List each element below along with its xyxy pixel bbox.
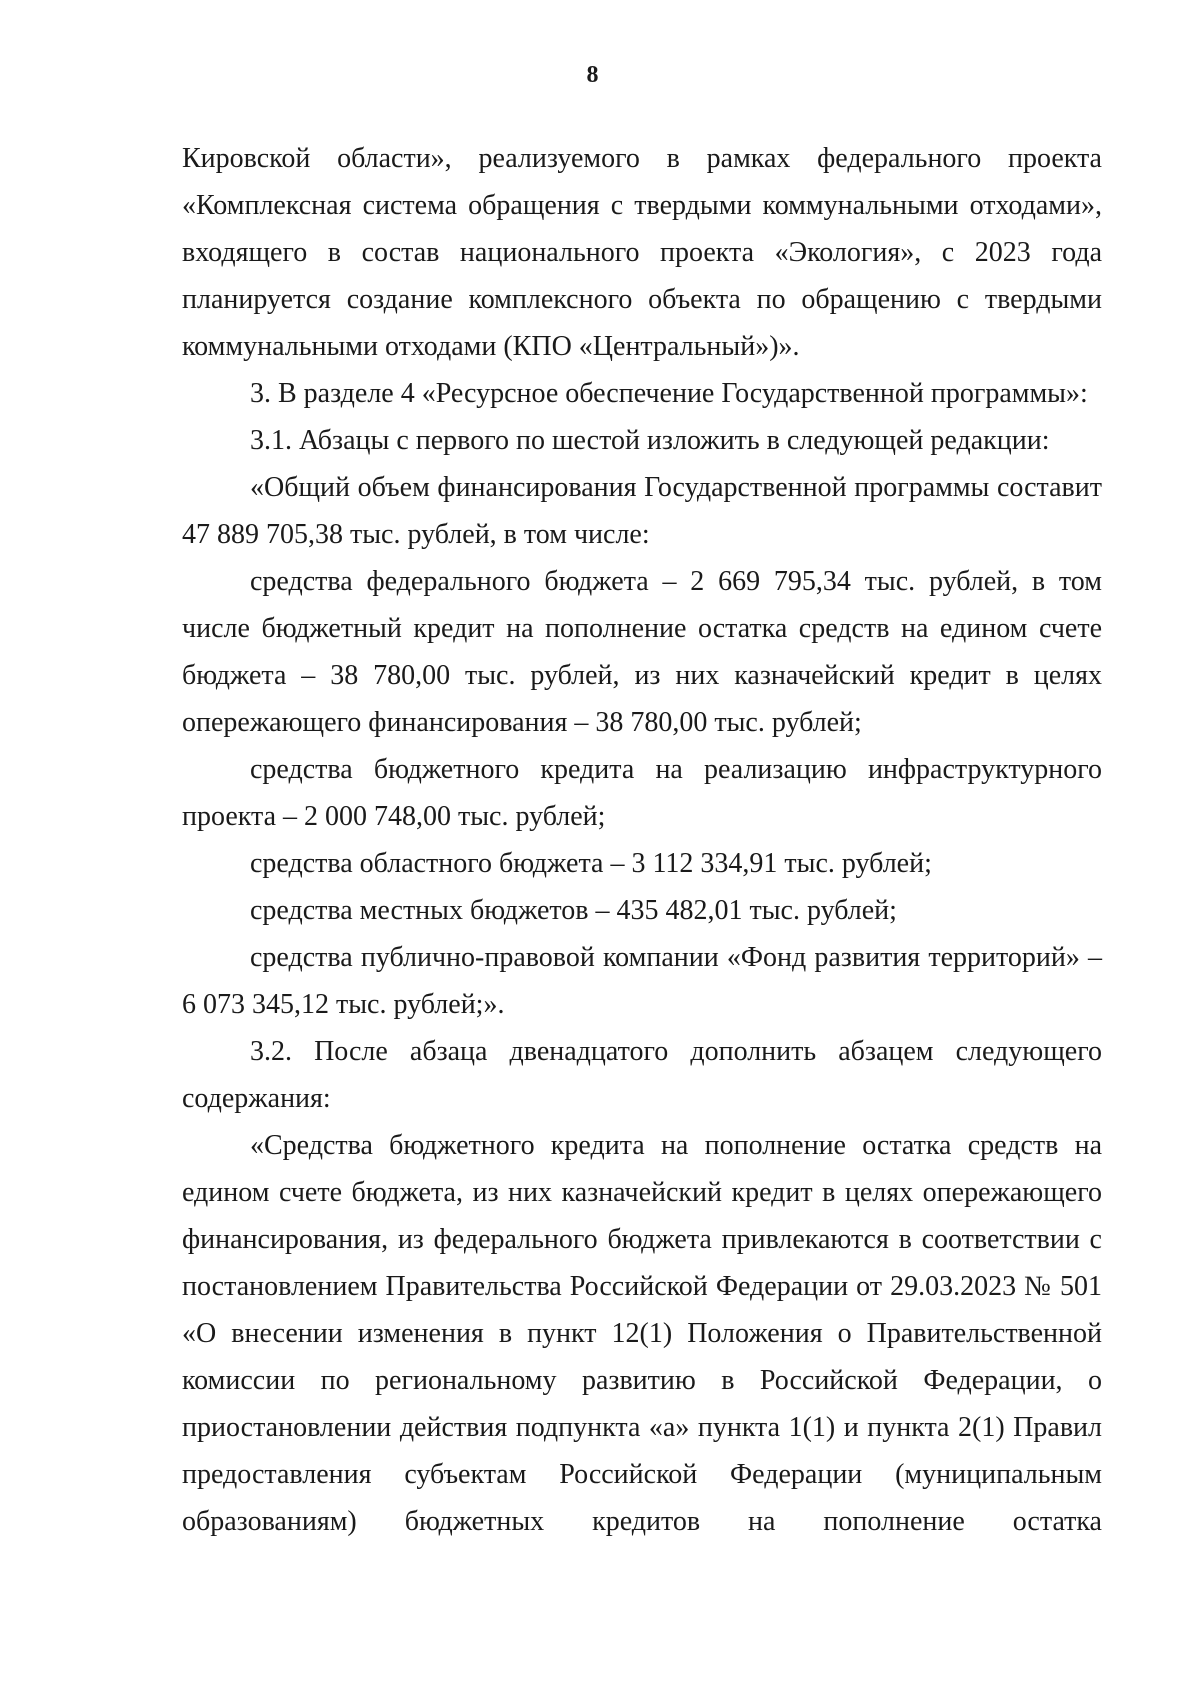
paragraph-section-3: 3. В разделе 4 «Ресурсное обеспечение Государственной программы»:	[250, 378, 1088, 409]
paragraph-total-funding: «Общий объем финансирования Государственной программы составит 47 889 705,38 тыс. рублей, в том числе:	[182, 472, 1102, 550]
document-body	[182, 135, 1102, 1545]
paragraph-section-3-1: 3.1. Абзацы с первого по шестой изложить в следующей редакции:	[250, 425, 1050, 456]
paragraph-federal-budget: средства федерального бюджета – 2 669 795,34 тыс. рублей, в том числе бюджетный кредит на пополнение остатка средств на едином счете бюджета – 38 780,00 тыс. рублей, из них казначейский кредит в целях опережающего финансирования – 38 780,00 тыс. рублей;	[182, 566, 1102, 738]
page-number: 8	[586, 62, 599, 88]
paragraph-continuation-kirov: Кировской области», реализуемого в рамках федерального проекта «Комплексная система обращения с твердыми коммунальными отходами», входящего в состав национального проекта «Экология», с 2023 года планируется создание комплексного объекта по обращению с твердыми коммунальными отходами (КПО «Центральный»)».	[182, 143, 1102, 362]
paragraph-infrastructure-credit: средства бюджетного кредита на реализацию инфраструктурного проекта – 2 000 748,00 тыс. рублей;	[182, 754, 1102, 832]
paragraph-territory-fund: средства публично-правовой компании «Фонд развития территорий» – 6 073 345,12 тыс. рублей;».	[182, 942, 1102, 1020]
paragraph-local-budgets: средства местных бюджетов – 435 482,01 тыс. рублей;	[250, 895, 897, 926]
paragraph-regional-budget: средства областного бюджета – 3 112 334,91 тыс. рублей;	[250, 848, 932, 879]
paragraph-budget-credit-rules: «Средства бюджетного кредита на пополнение остатка средств на едином счете бюджета, из них казначейский кредит в целях опережающего финансирования, из федерального бюджета привлекаются в соответствии с постановлением Правительства Российской Федерации от 29.03.2023 № 501 «О внесении изменения в пункт 12(1) Положения о Правительственной комиссии по региональному развитию в Российской Федерации, о приостановлении действия подпункта «а» пункта 1(1) и пункта 2(1) Правил предоставления субъектам Российской Федерации (муниципальным образованиям) бюджетных кредитов на пополнение остатка	[182, 1130, 1102, 1537]
paragraph-section-3-2: 3.2. После абзаца двенадцатого дополнить абзацем следующего содержания:	[182, 1036, 1102, 1114]
